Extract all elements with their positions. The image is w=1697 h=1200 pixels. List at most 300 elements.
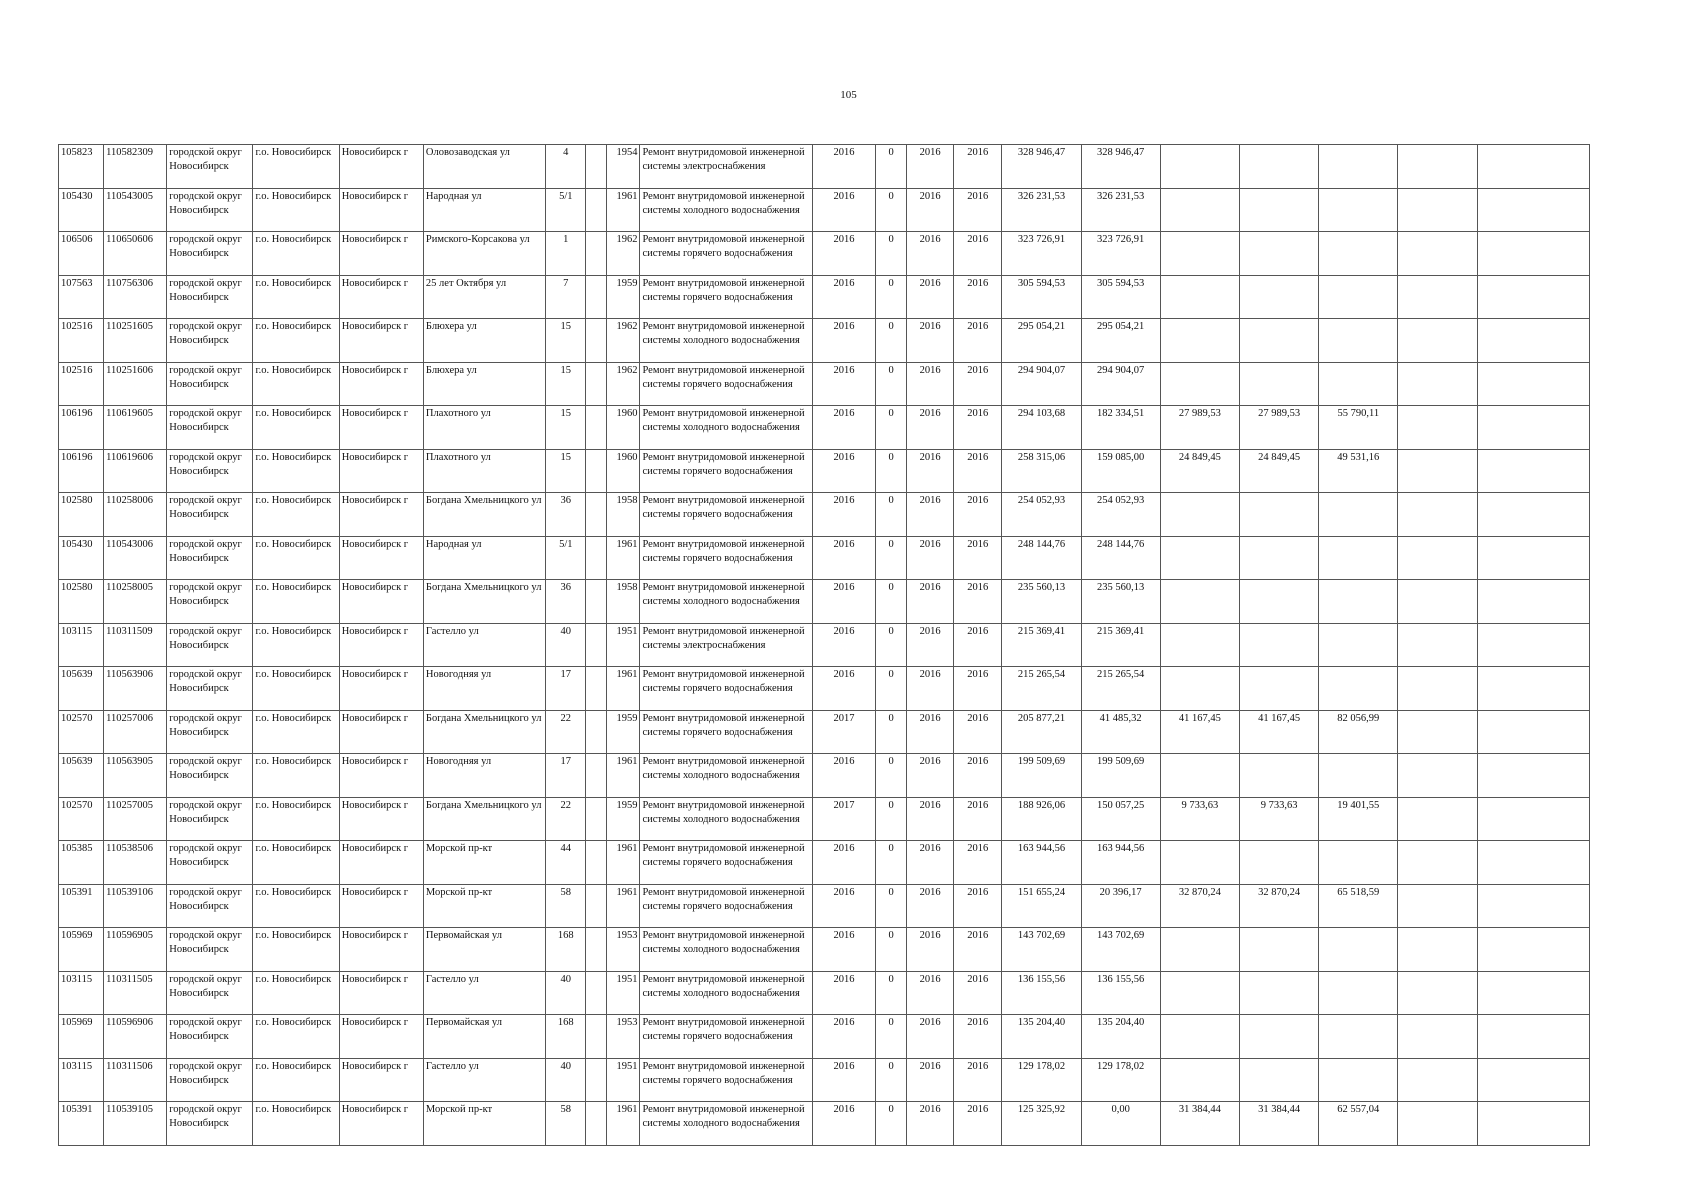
cell-cost-budget-2 [1239,145,1318,189]
cell-cost-budget-1 [1160,623,1239,667]
cell-house-number: 58 [546,1102,586,1146]
cell-record-id: 110596906 [104,1015,167,1059]
cell-cost-fund: 20 396,17 [1081,884,1160,928]
table-row [59,406,1590,450]
cell-total-cost: 129 178,02 [1002,1058,1081,1102]
cell-municipality: городской округ Новосибирск [167,667,253,711]
cell-cost-budget-1 [1160,928,1239,972]
cell-plan-year: 2016 [812,928,875,972]
cell-cost-budget-1 [1160,188,1239,232]
cell-building [586,145,607,189]
cell-house-number: 17 [546,667,586,711]
cell-extra-1 [1398,275,1477,319]
cell-start-year: 2016 [907,841,954,885]
cell-city: Новосибирск г [339,319,423,363]
cell-start-year: 2016 [907,362,954,406]
cell-street: Богдана Хмельницкого ул [423,493,545,537]
table-row [59,754,1590,798]
cell-plan-year: 2017 [812,797,875,841]
cell-city: Новосибирск г [339,1015,423,1059]
cell-plan-year: 2016 [812,406,875,450]
cell-cost-fund: 328 946,47 [1081,145,1160,189]
cell-work-type: Ремонт внутридомовой инженерной системы горячего водоснабжения [640,667,812,711]
cell-plan-year: 2016 [812,536,875,580]
cell-cost-fund: 159 085,00 [1081,449,1160,493]
cell-house-id: 105391 [59,1102,104,1146]
cell-building [586,1102,607,1146]
cell-plan-year: 2016 [812,449,875,493]
cell-cost-owners [1319,667,1398,711]
cell-city: Новосибирск г [339,1102,423,1146]
cell-extra-2 [1477,580,1589,624]
cell-house-id: 106196 [59,449,104,493]
cell-total-cost: 125 325,92 [1002,1102,1081,1146]
cell-municipal-district: г.о. Новосибирск [253,754,339,798]
cell-municipality: городской округ Новосибирск [167,1058,253,1102]
cell-street: Народная ул [423,536,545,580]
table-row [59,841,1590,885]
cell-year-built: 1961 [607,536,640,580]
table-row [59,797,1590,841]
cell-end-year: 2016 [954,145,1002,189]
table-row [59,580,1590,624]
cell-extra-2 [1477,928,1589,972]
cell-house-id: 105430 [59,188,104,232]
cell-plan-year: 2016 [812,623,875,667]
cell-cost-budget-2 [1239,319,1318,363]
cell-flag: 0 [876,145,907,189]
cell-cost-fund: 294 904,07 [1081,362,1160,406]
cell-record-id: 110563906 [104,667,167,711]
cell-plan-year: 2016 [812,188,875,232]
cell-start-year: 2016 [907,275,954,319]
cell-building [586,406,607,450]
cell-house-id: 102570 [59,710,104,754]
cell-extra-2 [1477,754,1589,798]
cell-extra-1 [1398,710,1477,754]
cell-extra-1 [1398,667,1477,711]
cell-extra-2 [1477,406,1589,450]
cell-start-year: 2016 [907,1015,954,1059]
cell-building [586,493,607,537]
cell-house-number: 44 [546,841,586,885]
cell-flag: 0 [876,580,907,624]
cell-building [586,841,607,885]
cell-municipality: городской округ Новосибирск [167,536,253,580]
cell-municipality: городской округ Новосибирск [167,493,253,537]
cell-record-id: 110539106 [104,884,167,928]
cell-municipal-district: г.о. Новосибирск [253,710,339,754]
cell-cost-budget-2 [1239,493,1318,537]
cell-house-number: 22 [546,797,586,841]
cell-cost-budget-2 [1239,232,1318,276]
cell-plan-year: 2016 [812,275,875,319]
cell-work-type: Ремонт внутридомовой инженерной системы электроснабжения [640,623,812,667]
cell-cost-budget-1: 41 167,45 [1160,710,1239,754]
cell-plan-year: 2016 [812,145,875,189]
cell-house-number: 17 [546,754,586,798]
cell-plan-year: 2016 [812,580,875,624]
table-row [59,1015,1590,1059]
cell-city: Новосибирск г [339,797,423,841]
cell-extra-1 [1398,754,1477,798]
cell-start-year: 2016 [907,710,954,754]
cell-building [586,797,607,841]
cell-cost-owners [1319,319,1398,363]
cell-building [586,1015,607,1059]
cell-total-cost: 326 231,53 [1002,188,1081,232]
cell-cost-budget-1 [1160,232,1239,276]
cell-municipality: городской округ Новосибирск [167,884,253,928]
cell-year-built: 1951 [607,1058,640,1102]
table-row [59,536,1590,580]
table-row [59,319,1590,363]
cell-house-id: 105639 [59,667,104,711]
cell-building [586,971,607,1015]
cell-cost-fund: 248 144,76 [1081,536,1160,580]
cell-cost-fund: 136 155,56 [1081,971,1160,1015]
cell-building [586,1058,607,1102]
cell-house-id: 105639 [59,754,104,798]
cell-cost-budget-1 [1160,1015,1239,1059]
cell-end-year: 2016 [954,319,1002,363]
cell-municipality: городской округ Новосибирск [167,188,253,232]
cell-municipal-district: г.о. Новосибирск [253,275,339,319]
cell-cost-owners: 82 056,99 [1319,710,1398,754]
cell-street: Плахотного ул [423,406,545,450]
cell-start-year: 2016 [907,667,954,711]
cell-building [586,275,607,319]
cell-municipal-district: г.о. Новосибирск [253,667,339,711]
cell-cost-owners [1319,188,1398,232]
cell-total-cost: 151 655,24 [1002,884,1081,928]
cell-street: Морской пр-кт [423,1102,545,1146]
cell-cost-owners [1319,145,1398,189]
cell-municipal-district: г.о. Новосибирск [253,623,339,667]
cell-extra-1 [1398,841,1477,885]
cell-flag: 0 [876,536,907,580]
cell-municipal-district: г.о. Новосибирск [253,145,339,189]
cell-work-type: Ремонт внутридомовой инженерной системы горячего водоснабжения [640,232,812,276]
cell-plan-year: 2016 [812,841,875,885]
cell-building [586,232,607,276]
cell-city: Новосибирск г [339,623,423,667]
cell-start-year: 2016 [907,797,954,841]
cell-house-number: 4 [546,145,586,189]
cell-building [586,623,607,667]
cell-end-year: 2016 [954,971,1002,1015]
cell-cost-fund: 215 265,54 [1081,667,1160,711]
cell-municipality: городской округ Новосибирск [167,319,253,363]
cell-cost-owners [1319,580,1398,624]
cell-record-id: 110251605 [104,319,167,363]
cell-municipal-district: г.о. Новосибирск [253,536,339,580]
cell-start-year: 2016 [907,580,954,624]
cell-extra-2 [1477,623,1589,667]
cell-street: Гастелло ул [423,971,545,1015]
cell-end-year: 2016 [954,667,1002,711]
cell-record-id: 110543006 [104,536,167,580]
cell-cost-fund: 235 560,13 [1081,580,1160,624]
cell-cost-budget-2: 31 384,44 [1239,1102,1318,1146]
cell-municipal-district: г.о. Новосибирск [253,362,339,406]
cell-year-built: 1961 [607,1102,640,1146]
cell-street: Гастелло ул [423,1058,545,1102]
cell-work-type: Ремонт внутридомовой инженерной системы холодного водоснабжения [640,971,812,1015]
cell-work-type: Ремонт внутридомовой инженерной системы горячего водоснабжения [640,536,812,580]
cell-house-number: 15 [546,449,586,493]
cell-record-id: 110619606 [104,449,167,493]
cell-total-cost: 323 726,91 [1002,232,1081,276]
cell-cost-budget-2: 41 167,45 [1239,710,1318,754]
cell-plan-year: 2016 [812,362,875,406]
cell-end-year: 2016 [954,536,1002,580]
cell-street: 25 лет Октября ул [423,275,545,319]
cell-total-cost: 295 054,21 [1002,319,1081,363]
cell-total-cost: 215 369,41 [1002,623,1081,667]
cell-extra-2 [1477,319,1589,363]
cell-municipality: городской округ Новосибирск [167,1102,253,1146]
cell-city: Новосибирск г [339,841,423,885]
table-row [59,449,1590,493]
cell-extra-2 [1477,362,1589,406]
table-row [59,710,1590,754]
cell-work-type: Ремонт внутридомовой инженерной системы горячего водоснабжения [640,362,812,406]
cell-cost-budget-2 [1239,1015,1318,1059]
cell-start-year: 2016 [907,319,954,363]
cell-house-number: 36 [546,580,586,624]
cell-total-cost: 143 702,69 [1002,928,1081,972]
cell-total-cost: 135 204,40 [1002,1015,1081,1059]
table-row [59,275,1590,319]
cell-cost-budget-1: 31 384,44 [1160,1102,1239,1146]
cell-house-id: 106196 [59,406,104,450]
cell-cost-budget-2 [1239,580,1318,624]
cell-city: Новосибирск г [339,710,423,754]
cell-cost-fund: 323 726,91 [1081,232,1160,276]
cell-street: Гастелло ул [423,623,545,667]
cell-flag: 0 [876,928,907,972]
cell-house-id: 103115 [59,971,104,1015]
cell-extra-2 [1477,188,1589,232]
cell-cost-fund: 199 509,69 [1081,754,1160,798]
cell-cost-budget-1 [1160,841,1239,885]
cell-work-type: Ремонт внутридомовой инженерной системы горячего водоснабжения [640,449,812,493]
cell-end-year: 2016 [954,754,1002,798]
cell-cost-budget-1 [1160,536,1239,580]
cell-street: Народная ул [423,188,545,232]
cell-end-year: 2016 [954,362,1002,406]
cell-cost-budget-2 [1239,188,1318,232]
table-row [59,362,1590,406]
cell-municipality: городской округ Новосибирск [167,449,253,493]
cell-cost-owners [1319,623,1398,667]
cell-cost-owners [1319,1015,1398,1059]
cell-extra-2 [1477,1015,1589,1059]
cell-extra-2 [1477,797,1589,841]
cell-plan-year: 2017 [812,710,875,754]
cell-cost-fund: 129 178,02 [1081,1058,1160,1102]
cell-municipal-district: г.о. Новосибирск [253,580,339,624]
cell-house-number: 5/1 [546,188,586,232]
cell-municipality: городской округ Новосибирск [167,841,253,885]
cell-building [586,580,607,624]
cell-house-id: 105430 [59,536,104,580]
cell-municipal-district: г.о. Новосибирск [253,319,339,363]
cell-record-id: 110563905 [104,754,167,798]
cell-work-type: Ремонт внутридомовой инженерной системы электроснабжения [640,145,812,189]
cell-start-year: 2016 [907,754,954,798]
cell-city: Новосибирск г [339,971,423,1015]
cell-city: Новосибирск г [339,362,423,406]
cell-cost-budget-2: 27 989,53 [1239,406,1318,450]
cell-city: Новосибирск г [339,928,423,972]
cell-total-cost: 328 946,47 [1002,145,1081,189]
cell-total-cost: 294 904,07 [1002,362,1081,406]
cell-total-cost: 205 877,21 [1002,710,1081,754]
cell-city: Новосибирск г [339,493,423,537]
cell-cost-owners [1319,493,1398,537]
cell-year-built: 1958 [607,493,640,537]
cell-extra-1 [1398,536,1477,580]
cell-cost-owners [1319,841,1398,885]
cell-extra-2 [1477,493,1589,537]
cell-start-year: 2016 [907,928,954,972]
cell-municipal-district: г.о. Новосибирск [253,797,339,841]
cell-plan-year: 2016 [812,232,875,276]
table-row [59,1058,1590,1102]
cell-cost-owners [1319,928,1398,972]
cell-house-id: 102570 [59,797,104,841]
cell-start-year: 2016 [907,232,954,276]
cell-end-year: 2016 [954,884,1002,928]
cell-plan-year: 2016 [812,1102,875,1146]
cell-house-number: 15 [546,362,586,406]
cell-extra-2 [1477,449,1589,493]
cell-extra-1 [1398,1102,1477,1146]
cell-flag: 0 [876,406,907,450]
cell-building [586,449,607,493]
cell-building [586,319,607,363]
cell-cost-budget-2 [1239,362,1318,406]
cell-cost-budget-2: 32 870,24 [1239,884,1318,928]
cell-street: Богдана Хмельницкого ул [423,580,545,624]
cell-municipality: городской округ Новосибирск [167,362,253,406]
cell-cost-budget-1 [1160,971,1239,1015]
cell-extra-2 [1477,536,1589,580]
cell-street: Морской пр-кт [423,841,545,885]
cell-municipal-district: г.о. Новосибирск [253,841,339,885]
cell-extra-2 [1477,145,1589,189]
cell-work-type: Ремонт внутридомовой инженерной системы горячего водоснабжения [640,841,812,885]
cell-municipal-district: г.о. Новосибирск [253,1015,339,1059]
cell-city: Новосибирск г [339,884,423,928]
cell-total-cost: 294 103,68 [1002,406,1081,450]
cell-cost-budget-2 [1239,667,1318,711]
cell-plan-year: 2016 [812,319,875,363]
cell-house-id: 102516 [59,319,104,363]
cell-city: Новосибирск г [339,449,423,493]
cell-cost-budget-1 [1160,580,1239,624]
cell-year-built: 1959 [607,710,640,754]
cell-cost-fund: 143 702,69 [1081,928,1160,972]
cell-cost-fund: 150 057,25 [1081,797,1160,841]
cell-record-id: 110258006 [104,493,167,537]
cell-street: Первомайская ул [423,928,545,972]
cell-flag: 0 [876,275,907,319]
cell-cost-budget-1 [1160,319,1239,363]
cell-end-year: 2016 [954,710,1002,754]
cell-house-number: 22 [546,710,586,754]
cell-total-cost: 254 052,93 [1002,493,1081,537]
cell-year-built: 1961 [607,667,640,711]
cell-municipal-district: г.о. Новосибирск [253,884,339,928]
cell-record-id: 110756306 [104,275,167,319]
cell-extra-1 [1398,971,1477,1015]
cell-municipal-district: г.о. Новосибирск [253,971,339,1015]
cell-city: Новосибирск г [339,275,423,319]
cell-house-id: 105385 [59,841,104,885]
cell-cost-owners: 65 518,59 [1319,884,1398,928]
cell-year-built: 1962 [607,232,640,276]
cell-extra-1 [1398,884,1477,928]
cell-street: Блюхера ул [423,319,545,363]
cell-municipal-district: г.о. Новосибирск [253,232,339,276]
table-row [59,667,1590,711]
cell-house-id: 102580 [59,580,104,624]
cell-flag: 0 [876,841,907,885]
cell-house-number: 40 [546,971,586,1015]
cell-building [586,188,607,232]
cell-end-year: 2016 [954,1015,1002,1059]
cell-municipality: городской округ Новосибирск [167,710,253,754]
cell-cost-owners: 19 401,55 [1319,797,1398,841]
cell-start-year: 2016 [907,884,954,928]
cell-work-type: Ремонт внутридомовой инженерной системы холодного водоснабжения [640,319,812,363]
cell-work-type: Ремонт внутридомовой инженерной системы горячего водоснабжения [640,493,812,537]
cell-city: Новосибирск г [339,406,423,450]
cell-work-type: Ремонт внутридомовой инженерной системы холодного водоснабжения [640,406,812,450]
cell-municipality: городской округ Новосибирск [167,232,253,276]
cell-city: Новосибирск г [339,232,423,276]
cell-record-id: 110257005 [104,797,167,841]
table-row [59,493,1590,537]
cell-extra-1 [1398,493,1477,537]
cell-record-id: 110539105 [104,1102,167,1146]
table-row [59,145,1590,189]
cell-end-year: 2016 [954,1058,1002,1102]
cell-extra-2 [1477,667,1589,711]
cell-city: Новосибирск г [339,754,423,798]
cell-house-id: 107563 [59,275,104,319]
cell-start-year: 2016 [907,145,954,189]
cell-street: Новогодняя ул [423,754,545,798]
cell-work-type: Ремонт внутридомовой инженерной системы горячего водоснабжения [640,710,812,754]
cell-extra-2 [1477,1102,1589,1146]
cell-house-number: 168 [546,1015,586,1059]
cell-total-cost: 235 560,13 [1002,580,1081,624]
cell-house-number: 40 [546,1058,586,1102]
cell-extra-2 [1477,275,1589,319]
cell-year-built: 1959 [607,275,640,319]
cell-record-id: 110619605 [104,406,167,450]
cell-municipality: городской округ Новосибирск [167,797,253,841]
cell-end-year: 2016 [954,580,1002,624]
cell-municipality: городской округ Новосибирск [167,1015,253,1059]
cell-year-built: 1961 [607,754,640,798]
cell-street: Первомайская ул [423,1015,545,1059]
cell-end-year: 2016 [954,1102,1002,1146]
